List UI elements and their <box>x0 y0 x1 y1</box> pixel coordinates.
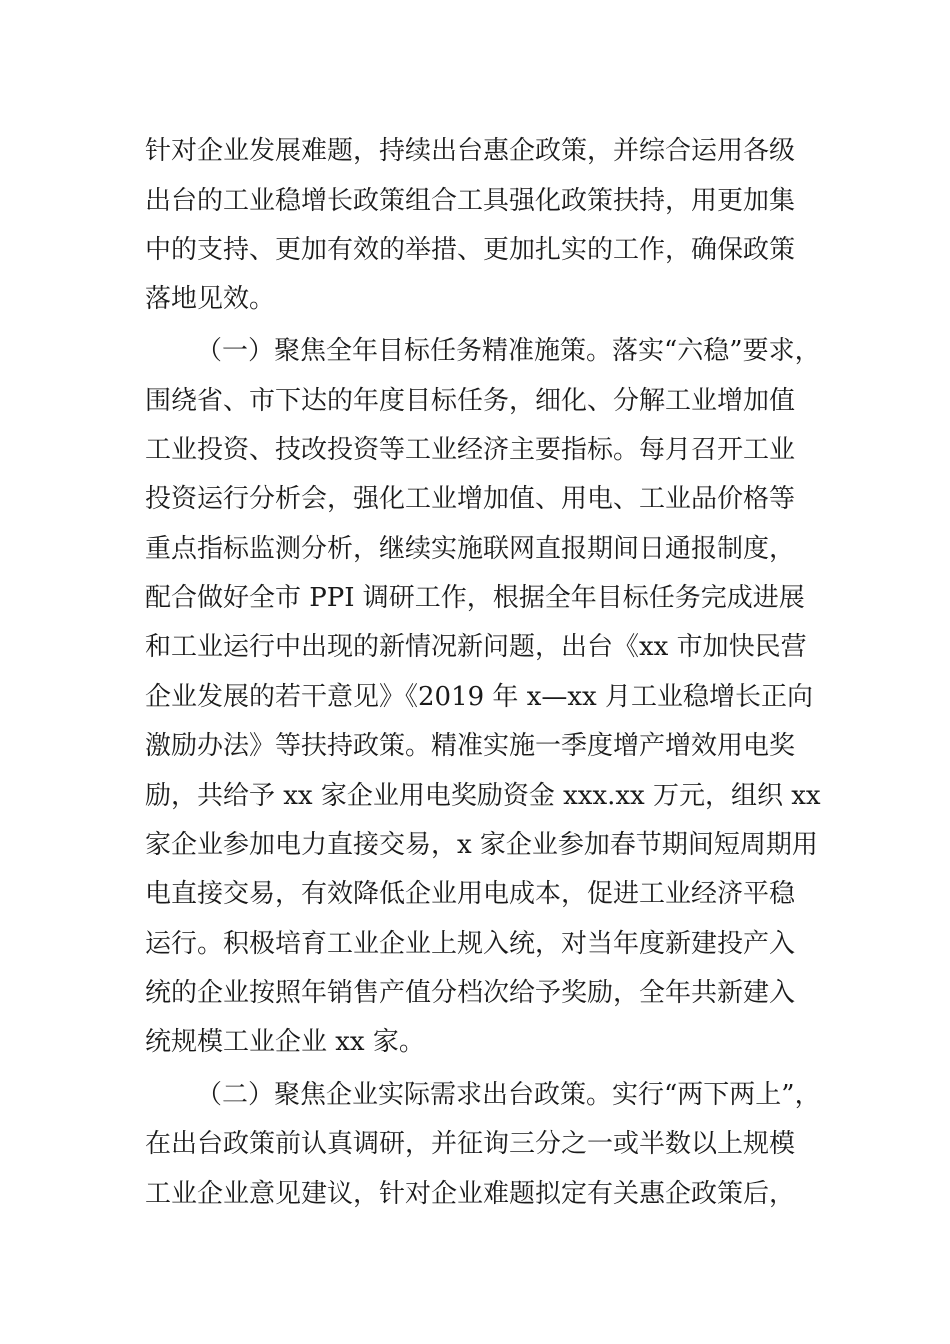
paragraph-line: 重点指标监测分析，继续实施联网直报期间日通报制度， <box>145 534 796 564</box>
paragraph-line: 企业发展的若干意见》《2019 年 x—xx 月工业稳增长正向 <box>145 682 813 712</box>
paragraph-line: 在出台政策前认真调研，并征询三分之一或半数以上规模 <box>145 1129 796 1159</box>
section-heading-line: （一）聚焦全年目标任务精准施策。落实“六稳”要求， <box>196 336 821 366</box>
paragraph-line: 投资运行分析会，强化工业增加值、用电、工业品价格等 <box>145 484 796 514</box>
paragraph-line: 工业企业意见建议，针对企业难题拟定有关惠企政策后， <box>145 1179 796 1209</box>
paragraph-line: 电直接交易，有效降低企业用电成本，促进工业经济平稳 <box>145 879 796 909</box>
paragraph-line: 运行。积极培育工业企业上规入统，对当年度新建投产入 <box>145 929 796 959</box>
paragraph-line: 家企业参加电力直接交易，x 家企业参加春节期间短周期用 <box>145 830 818 860</box>
paragraph-line: 中的支持、更加有效的举措、更加扎实的工作，确保政策 <box>145 235 796 265</box>
paragraph-line: 统的企业按照年销售产值分档次给予奖励，全年共新建入 <box>145 978 796 1008</box>
paragraph-line: 落地见效。 <box>145 284 276 314</box>
paragraph-line: 工业投资、技改投资等工业经济主要指标。每月召开工业 <box>145 435 796 465</box>
paragraph-line: 励，共给予 xx 家企业用电奖励资金 xxx.xx 万元，组织 xx <box>145 781 821 811</box>
paragraph-line: 针对企业发展难题，持续出台惠企政策，并综合运用各级 <box>145 136 796 166</box>
paragraph-line: 统规模工业企业 xx 家。 <box>145 1027 425 1057</box>
paragraph-line: 围绕省、市下达的年度目标任务，细化、分解工业增加值 <box>145 386 796 416</box>
section-heading-line: （二）聚焦企业实际需求出台政策。实行“两下两上”， <box>196 1080 821 1110</box>
paragraph-line: 激励办法》等扶持政策。精准实施一季度增产增效用电奖 <box>145 731 796 761</box>
paragraph-line: 和工业运行中出现的新情况新问题，出台《xx 市加快民营 <box>145 632 807 662</box>
paragraph-line: 配合做好全市 PPI 调研工作，根据全年目标任务完成进展 <box>145 583 805 613</box>
paragraph-line: 出台的工业稳增长政策组合工具强化政策扶持，用更加集 <box>145 186 796 216</box>
